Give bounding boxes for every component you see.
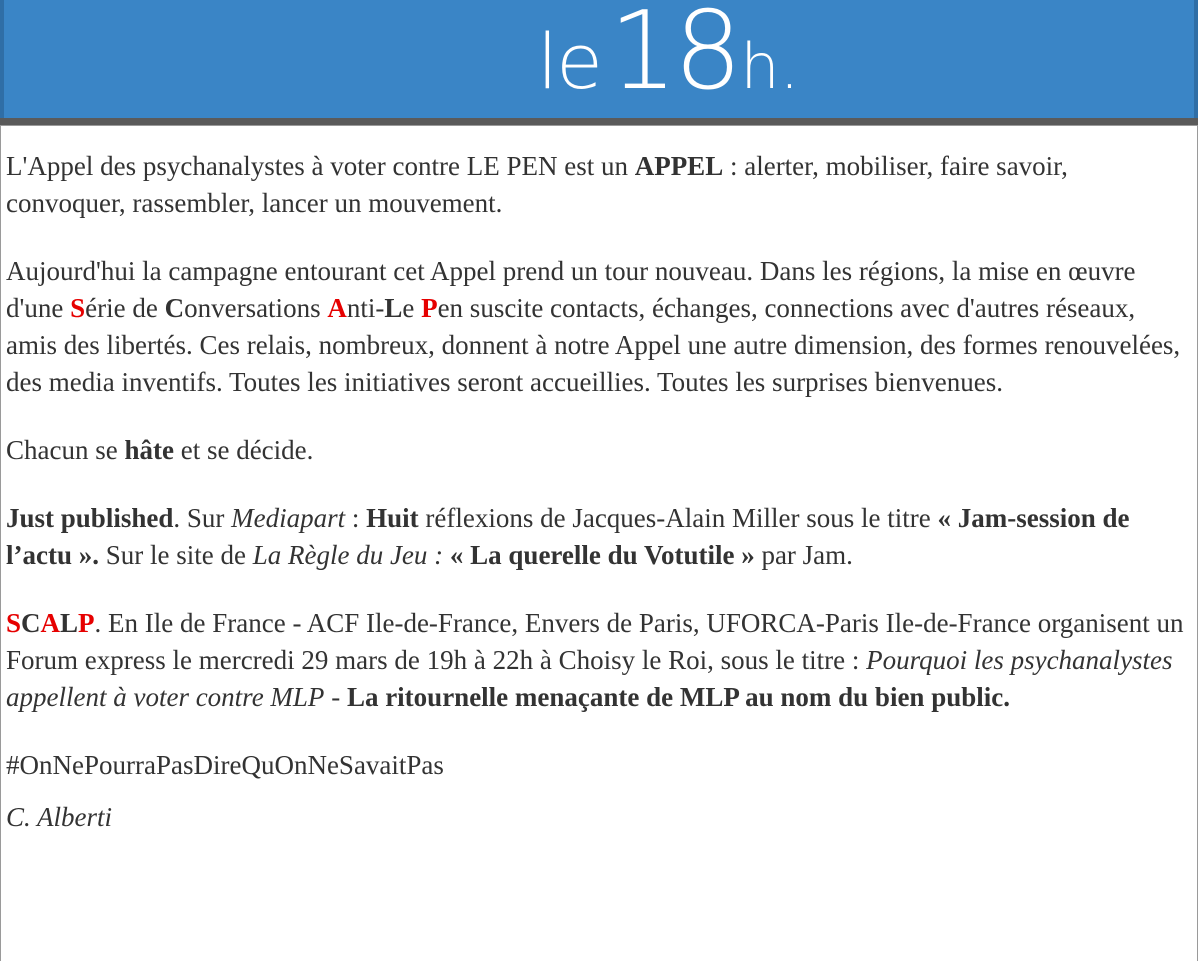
- paragraph-appel: [6, 148, 1192, 222]
- red-letter-p: P: [421, 293, 438, 323]
- bold-appel: APPEL: [634, 151, 724, 181]
- text: réflexions de Jacques-Alain Miller sous le titre: [418, 503, 938, 533]
- link-regle-du-jeu[interactable]: La Règle du Jeu :: [252, 540, 444, 570]
- red-letter-p: P: [78, 608, 95, 638]
- le-18h-logo: [537, 0, 799, 116]
- paragraph-campagne: [6, 253, 1192, 401]
- text: e: [402, 293, 422, 323]
- text: L'Appel des psychanalystes à voter contre LE PEN est un: [6, 151, 635, 181]
- masthead-banner: [0, 0, 1198, 118]
- text: en suscite contacts, échanges, connections avec d'autres réseaux, amis des libertés. Ces relais, nombreux, donnent à notre Appel une autre dimension, des formes renouvelées, des media inventifs. Toutes les initiatives seront accueillies. Toutes les surprises bienvenues.: [6, 293, 1181, 397]
- text: onversations: [184, 293, 328, 323]
- bold-hate: hâte: [124, 435, 174, 465]
- link-mediapart[interactable]: Mediapart: [231, 503, 346, 533]
- text: Aujourd'hui la campagne entourant cet Appel prend un tour nouveau. Dans les régions, la mise en œuvre d'une: [6, 256, 1136, 323]
- text: [443, 540, 450, 570]
- text: -: [324, 682, 347, 712]
- red-letter-s: S: [70, 293, 86, 323]
- bold-huit: Huit: [366, 503, 419, 533]
- bold-letter-c: C: [164, 293, 185, 323]
- text: Chacun se: [6, 435, 125, 465]
- text: . Sur: [173, 503, 232, 533]
- paragraph-hate: [6, 432, 1192, 469]
- article-body: [6, 148, 1192, 867]
- bold-letter-l: L: [60, 608, 79, 638]
- italic-title: Pourquoi les psychanalystes appellent à voter contre MLP: [6, 645, 1173, 712]
- header-divider: [0, 118, 1198, 126]
- text: érie de: [85, 293, 165, 323]
- red-letter-a: A: [327, 293, 347, 323]
- paragraph-scalp: [6, 605, 1192, 716]
- text: :: [345, 503, 367, 533]
- logo-number: 18: [608, 0, 739, 114]
- text: nti-: [346, 293, 385, 323]
- text: : alerter, mobiliser, faire savoir, convoquer, rassembler, lancer un mouvement.: [6, 151, 1068, 218]
- text: Sur le site de: [98, 540, 253, 570]
- text: par Jam.: [754, 540, 853, 570]
- signature: C. Alberti: [6, 802, 113, 832]
- hashtag[interactable]: #OnNePourraPasDireQuOnNeSavaitPas: [6, 750, 444, 780]
- logo-le: le: [537, 17, 601, 106]
- bold-subtitle: La ritournelle menaçante de MLP au nom du bien public.: [346, 682, 1010, 712]
- red-letter-s: S: [6, 608, 22, 638]
- text: et se décide.: [173, 435, 314, 465]
- logo-h: h.: [740, 30, 800, 103]
- text: . En Ile de France - ACF Ile-de-France, Envers de Paris, UFORCA-Paris Ile-de-France organisent un Forum express le mercredi 29 mars de 19h à 22h à Choisy le Roi, sous le titre :: [6, 608, 1184, 675]
- bold-just-published: Just published: [6, 503, 174, 533]
- paragraph-just-published: [6, 500, 1192, 574]
- bold-letter-l: L: [384, 293, 403, 323]
- link-jam-session[interactable]: « Jam-session de l’actu ».: [6, 503, 1130, 570]
- link-querelle-votutile[interactable]: « La querelle du Votutile »: [449, 540, 755, 570]
- red-letter-a: A: [40, 608, 61, 638]
- bold-letter-c: C: [21, 608, 41, 638]
